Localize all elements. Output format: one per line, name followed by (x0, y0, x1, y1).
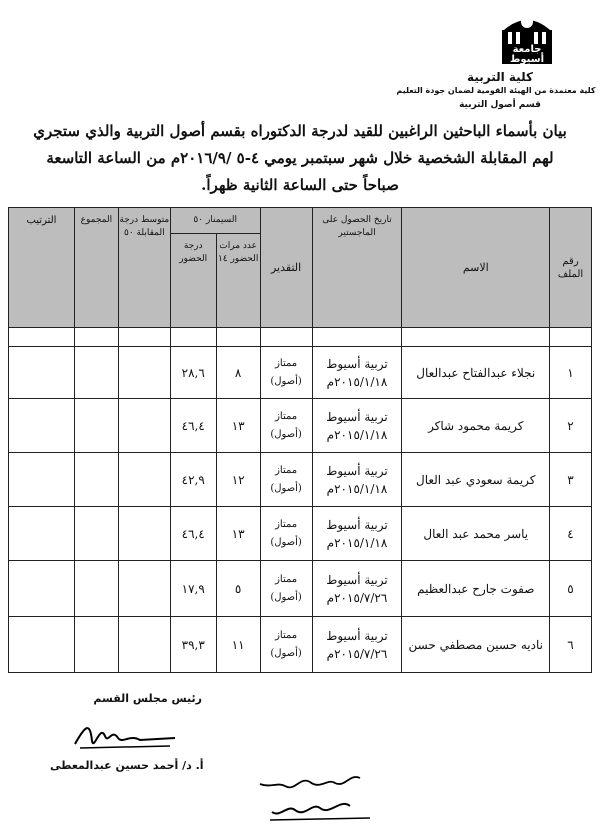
cell-attendance-score: ١٧,٩ (170, 561, 216, 617)
cell-grade: ممتاز (أصول) (260, 507, 312, 561)
cell-interview-avg (118, 347, 170, 399)
candidates-table (8, 207, 592, 673)
cell-file-no: ١ (550, 347, 592, 399)
cell-file-no: ٤ (550, 507, 592, 561)
cell-attendance-count: ١١ (216, 617, 260, 673)
cell-file-no: ٢ (550, 399, 592, 453)
cell-interview-avg (118, 399, 170, 453)
cell-rank (9, 399, 75, 453)
accreditation-text: كلية معتمدة من الهيئة القومية لضمان جودة التعليم (396, 86, 596, 95)
handwritten-signature (70, 716, 180, 756)
header-total: المجموع (74, 208, 118, 328)
cell-grade: ممتاز (أصول) (260, 399, 312, 453)
cell-grade: ممتاز (أصول) (260, 453, 312, 507)
cell-rank (9, 347, 75, 399)
table-spacer-row (9, 328, 592, 347)
cell-interview-avg (118, 507, 170, 561)
table-row (9, 617, 592, 673)
cell-attendance-count: ١٣ (216, 507, 260, 561)
cell-name: نجلاء عبدالفتاح عبدالعال (402, 347, 550, 399)
cell-name: صفوت جارح عبدالعظيم (402, 561, 550, 617)
cell-masters: تربية أسيوط ٢٠١٥/١/١٨م (312, 507, 402, 561)
title-line-1: بيان بأسماء الباحثين الراغبين للقيد لدرجة الدكتوراه بقسم أصول التربية والذي ستجري (33, 122, 567, 140)
table-row (9, 507, 592, 561)
cell-attendance-score: ٤٦,٤ (170, 399, 216, 453)
title-line-2: لهم المقابلة الشخصية خلال شهر سبتمبر يومي ٤-٥ /٢٠١٦/٩م من الساعة التاسعة (46, 149, 554, 167)
header-attendance-score: درجة الحضور (170, 234, 216, 328)
cell-masters: تربية أسيوط ٢٠١٥/١/١٨م (312, 399, 402, 453)
table-row (9, 561, 592, 617)
cell-name: ناديه حسين مصطفي حسن (402, 617, 550, 673)
svg-text:أسيوط: أسيوط (510, 54, 544, 65)
cell-interview-avg (118, 453, 170, 507)
cell-name: ياسر محمد عبد العال (402, 507, 550, 561)
header-rank: الترتيب (9, 208, 75, 328)
cell-total (74, 453, 118, 507)
cell-name: كريمة محمود شاكر (402, 399, 550, 453)
table-row (9, 453, 592, 507)
cell-interview-avg (118, 617, 170, 673)
header-grade: التقدير (260, 208, 312, 328)
table-row (9, 399, 592, 453)
svg-text:جامعة: جامعة (512, 44, 542, 55)
cell-masters: تربية أسيوط ٢٠١٥/١/١٨م (312, 347, 402, 399)
cell-attendance-count: ٨ (216, 347, 260, 399)
cell-attendance-score: ٤٦,٤ (170, 507, 216, 561)
header-name: الاسم (402, 208, 550, 328)
cell-grade: ممتاز (أصول) (260, 617, 312, 673)
cell-masters: تربية أسيوط ٢٠١٥/٧/٢٦م (312, 617, 402, 673)
university-logo (498, 8, 556, 66)
header-seminar: السيمنار ٥٠ (170, 208, 260, 234)
cell-name: كريمة سعودي عبد العال (402, 453, 550, 507)
cell-masters: تربية أسيوط ٢٠١٥/١/١٨م (312, 453, 402, 507)
cell-attendance-count: ١٣ (216, 399, 260, 453)
cell-attendance-score: ٤٢,٩ (170, 453, 216, 507)
department-name: قسم أصول التربية (459, 100, 541, 110)
cell-file-no: ٣ (550, 453, 592, 507)
cell-rank (9, 453, 75, 507)
cell-attendance-count: ٥ (216, 561, 260, 617)
cell-grade: ممتاز (أصول) (260, 347, 312, 399)
cell-total (74, 347, 118, 399)
cell-total (74, 561, 118, 617)
cell-masters: تربية أسيوط ٢٠١٥/٧/٢٦م (312, 561, 402, 617)
cell-total (74, 617, 118, 673)
cell-rank (9, 561, 75, 617)
cell-interview-avg (118, 561, 170, 617)
signature-name: أ. د/ أحمد حسين عبدالمعطى (50, 759, 204, 772)
header-file-no: رقم الملف (550, 208, 592, 328)
handwritten-signature (250, 768, 380, 828)
faculty-name: كلية التربية (467, 70, 533, 84)
signature-role: رئيس مجلس القسم (93, 692, 202, 705)
cell-total (74, 399, 118, 453)
document-title (20, 118, 580, 199)
header-masters-date: تاريخ الحصول على الماجستير (312, 208, 402, 328)
cell-attendance-count: ١٢ (216, 453, 260, 507)
cell-rank (9, 617, 75, 673)
cell-attendance-score: ٣٩,٣ (170, 617, 216, 673)
cell-attendance-score: ٢٨,٦ (170, 347, 216, 399)
title-line-3: صباحاً حتى الساعة الثانية ظهراً. (201, 176, 399, 194)
header-attendance-count: عدد مرات الحضور ١٤ (216, 234, 260, 328)
header-interview-avg: متوسط درجة المقابلة ٥٠ (118, 208, 170, 328)
cell-rank (9, 507, 75, 561)
table-row (9, 347, 592, 399)
cell-total (74, 507, 118, 561)
cell-file-no: ٦ (550, 617, 592, 673)
cell-grade: ممتاز (أصول) (260, 561, 312, 617)
cell-file-no: ٥ (550, 561, 592, 617)
